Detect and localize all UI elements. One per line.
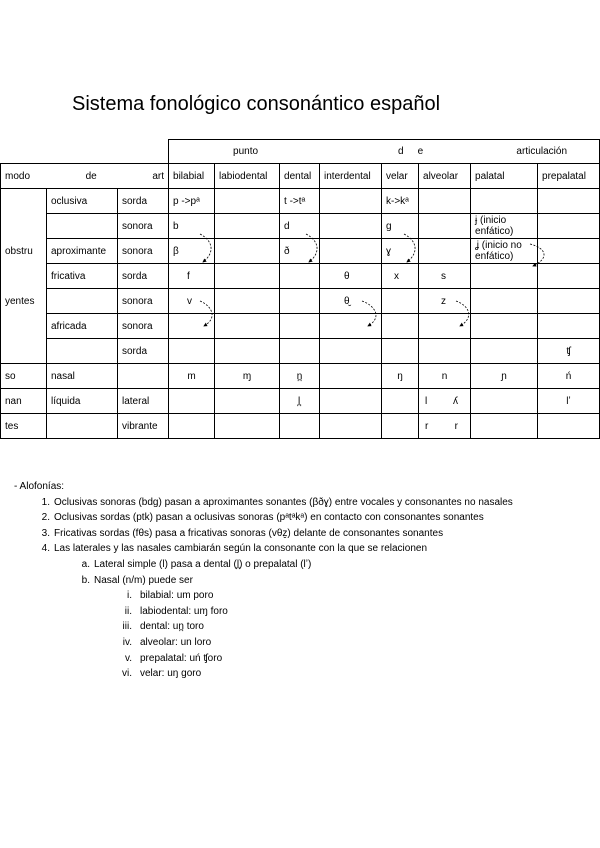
place-palatal: palatal [471,164,538,189]
place-prepalatal: prepalatal [538,164,600,189]
list-item: 2. Oclusivas sordas (ptk) pasan a oclusivas sonoras (pᵃtᵃkᵃ) en contacto con consonantes sonantes [41,512,484,524]
header-row-1 [1,140,600,164]
table-row: sorda ʧ [1,339,600,364]
notes-heading: - Alofonías: [14,481,65,492]
modo-de-art-header: modo de art [1,164,169,189]
list-item: ii. labiodental: uɱ foro [124,605,228,617]
punto-de-articulacion-header: punto d e articulación [169,140,600,164]
table-row: sonora b d g ɉ (inicio enfático) [1,214,600,239]
table-row: so nasal m ɱ n̪ ŋ n ɲ ń [1,364,600,389]
notes-section [14,479,594,682]
place-dental: dental [280,164,320,189]
place-interdental: interdental [320,164,382,189]
list-item: b. Nasal (n/m) puede ser [81,574,193,586]
list-item: 1. Oclusivas sonoras (bdg) pasan a aproximantes sonantes (βðɣ) entre vocales y consonantes no nasales [41,496,513,508]
table-row: africada sonora [1,314,600,339]
table-row: nan líquida lateral l̪ l ʎ lʼ [1,389,600,414]
header-row-2 [1,164,600,189]
list-item: a. Lateral simple (l) pasa a dental (l̪) o prepalatal (lʼ) [81,558,312,570]
phoneme-table [0,139,600,439]
list-item: v. prepalatal: uń ʧoro [124,652,223,664]
place-bilabial: bilabial [169,164,215,189]
table-row: obstru aproximante sonora β ð ɣ ʝ (inicio no enfático) [1,239,600,264]
list-item: iii. dental: un̪ toro [122,621,204,633]
table-row: oclusiva sorda p ->pᵃ t ->tᵃ k->kᵃ [1,189,600,214]
place-velar: velar [382,164,419,189]
list-item: 3. Fricativas sordas (fθs) pasa a fricativas sonoras (vθz̬) delante de consonantes sonantes [41,527,444,539]
page-title: Sistema fonológico consonántico español [72,93,441,115]
place-labiodental: labiodental [215,164,280,189]
list-item: vi. velar: uŋ goro [122,668,202,680]
place-alveolar: alveolar [419,164,471,189]
table-row: tes vibrante r r [1,414,600,439]
list-item: iv. alveolar: un loro [122,636,212,648]
table-row: yentes sonora v θ̬ z [1,289,600,314]
table-row: fricativa sorda f θ x s [1,264,600,289]
list-item: 4. Las laterales y las nasales cambiarán según la consonante con la que se relacionen [41,543,428,555]
list-item: i. bilabial: um poro [127,590,214,602]
